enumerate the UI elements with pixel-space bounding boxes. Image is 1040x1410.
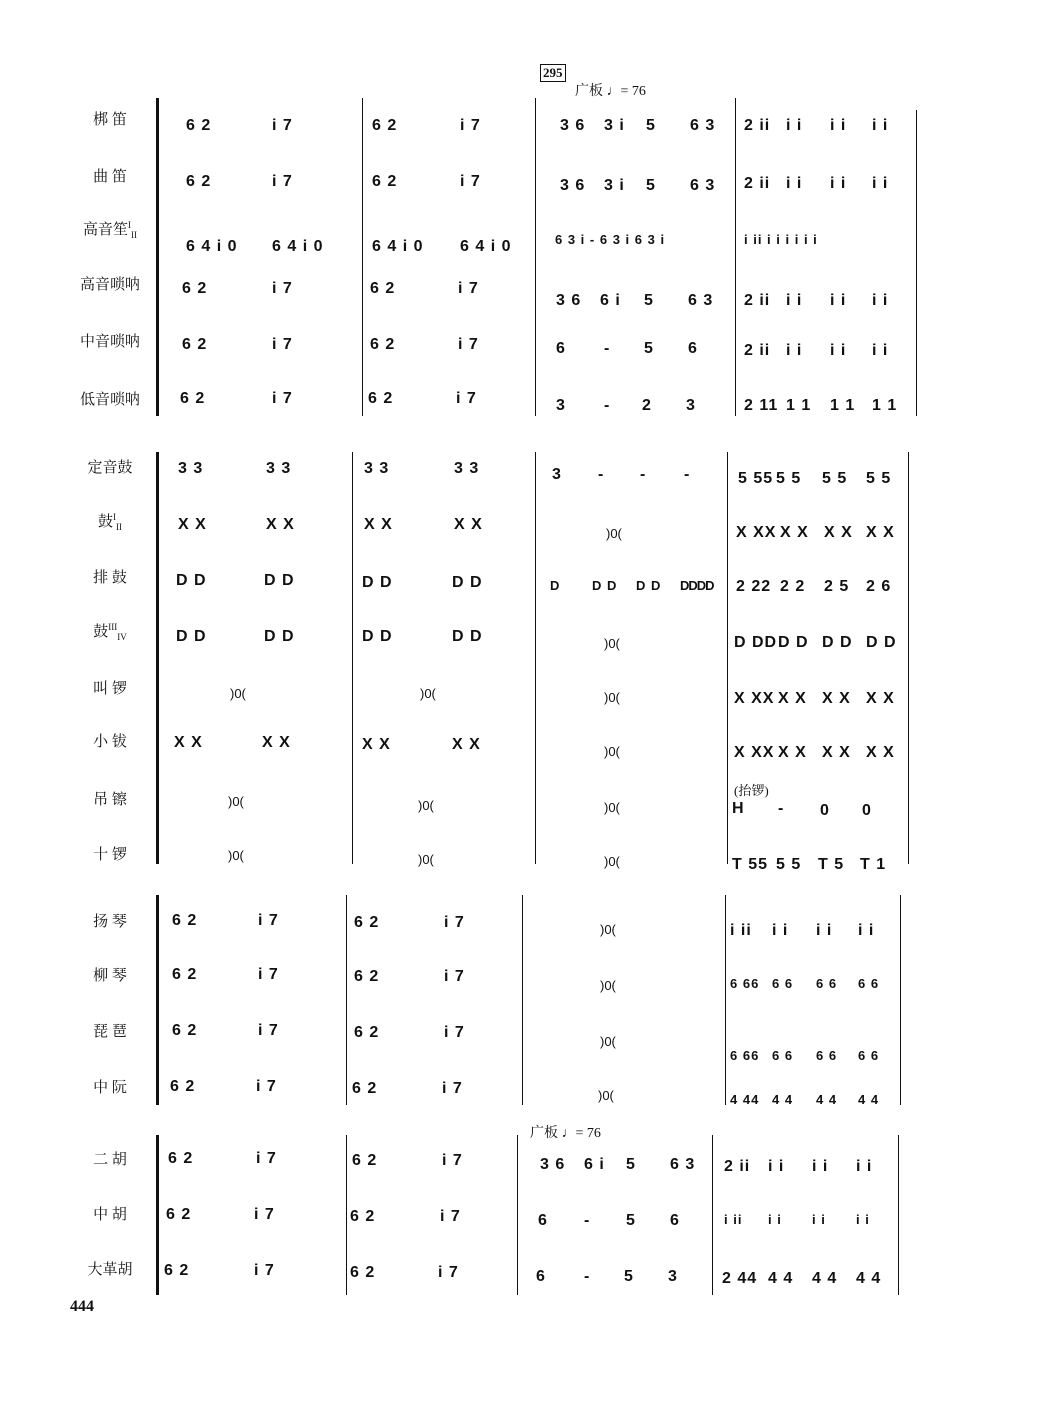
label-dagehu: 大革胡	[87, 1262, 133, 1278]
note-group: i 7	[256, 1150, 277, 1167]
note-group: 3 3	[454, 460, 480, 477]
note-group: 5 55	[738, 470, 774, 487]
note-group: 6 4 i 0	[372, 238, 424, 255]
note-group: X X	[866, 690, 895, 707]
note-group: X X	[174, 734, 203, 751]
note-group: i i	[830, 175, 847, 192]
note-group: i 7	[444, 914, 465, 931]
note-group: 6 2	[172, 966, 198, 983]
note-group: -	[604, 340, 611, 357]
note-group: 6 2	[170, 1078, 196, 1095]
label-zhonghu: 中 胡	[93, 1207, 127, 1223]
note-group: i i	[858, 922, 875, 939]
note-group: i i	[830, 117, 847, 134]
note-group: 3	[556, 397, 566, 414]
note-group: 1 1	[786, 397, 812, 414]
note-group: 3 6	[540, 1156, 566, 1173]
note-group: 6 2	[368, 390, 394, 407]
note-group: 6 2	[172, 912, 198, 929]
note-group: i i	[856, 1158, 873, 1175]
note-group: i i	[812, 1158, 829, 1175]
label-zhongruan: 中 阮	[93, 1080, 127, 1096]
note-group: i i	[812, 1212, 826, 1227]
note-group: i 7	[272, 336, 293, 353]
note-group: 6 3 i - 6 3 i 6 3 i	[555, 232, 666, 247]
note-group: -	[584, 1212, 591, 1229]
note-group: 2 5	[824, 578, 850, 595]
note-group: 6 i	[600, 292, 621, 309]
note-group: D	[550, 578, 561, 593]
note-group: 3 6	[556, 292, 582, 309]
note-group: 6 2	[350, 1208, 376, 1225]
note-group: 6 2	[370, 280, 396, 297]
note-group: 3 3	[178, 460, 204, 477]
note-group: 6 2	[172, 1022, 198, 1039]
note-group: i 7	[438, 1264, 459, 1281]
note-group: 4 4	[858, 1092, 880, 1107]
label-erhu: 二 胡	[93, 1152, 127, 1168]
label-liuqin: 柳 琴	[93, 968, 127, 984]
note-group: D D	[362, 628, 393, 645]
note-group: D D	[778, 634, 809, 651]
note-group: X X	[778, 744, 807, 761]
note-group: -	[778, 800, 785, 817]
note-group: i 7	[272, 280, 293, 297]
barline	[535, 452, 536, 864]
note-group: 1 1	[872, 397, 898, 414]
note-group: i 7	[444, 1024, 465, 1041]
note-group: 4 4	[856, 1270, 882, 1287]
page-number: 444	[70, 1298, 94, 1315]
note-group: 5	[644, 340, 654, 357]
note-group: D D	[636, 578, 662, 593]
dash: -	[640, 466, 647, 483]
note-group: i i	[772, 922, 789, 939]
note-group: i i	[786, 292, 803, 309]
note-group: i ii	[730, 922, 752, 939]
note-group: 6 3	[690, 117, 716, 134]
note-group: X XX	[734, 744, 775, 761]
bar-rest: )0(	[606, 526, 622, 541]
note-group: D D	[362, 574, 393, 591]
note-group: 6 6	[772, 976, 794, 991]
note-group: 6 6	[816, 1048, 838, 1063]
barline	[517, 1135, 518, 1295]
note-group: 5	[646, 177, 656, 194]
bowed-bracket	[156, 1135, 159, 1295]
note-group: 3 3	[266, 460, 292, 477]
note-group: 2 11	[744, 397, 779, 414]
barline	[908, 452, 909, 864]
label-disuona: 低音唢呐	[79, 392, 140, 408]
note-group: 6	[688, 340, 698, 357]
note-group: 2 6	[866, 578, 892, 595]
note-group: 5	[626, 1156, 636, 1173]
note-group: 6 2	[350, 1264, 376, 1281]
note-group: DDDD	[680, 578, 714, 593]
note-group: D D	[452, 628, 483, 645]
note-group: 5 5	[776, 856, 802, 873]
note-group: i i	[872, 175, 889, 192]
note-group: 4 4	[772, 1092, 794, 1107]
note-group: H	[732, 800, 745, 817]
bar-rest: )0(	[600, 978, 616, 993]
note-group: 6 3	[690, 177, 716, 194]
label-gu34: 鼓$^{III}_{IV}$	[93, 622, 127, 642]
bar-rest: )0(	[418, 852, 434, 867]
note-group: i 7	[458, 336, 479, 353]
bar-rest: )0(	[600, 922, 616, 937]
cue-text: (抬锣)	[734, 783, 769, 798]
note-group: i i	[872, 292, 889, 309]
note-group: D DD	[734, 634, 778, 651]
note-group: 6	[670, 1212, 680, 1229]
note-group: i 7	[254, 1262, 275, 1279]
note-group: 2 ii	[744, 117, 771, 134]
note-group: D D	[176, 572, 207, 589]
note-group: D D	[176, 628, 207, 645]
note-group: 4 4	[768, 1270, 794, 1287]
note-group: 6 6	[772, 1048, 794, 1063]
bar-rest: )0(	[604, 636, 620, 651]
note-group: 6	[556, 340, 566, 357]
note-group: i 7	[272, 117, 293, 134]
barline	[916, 110, 917, 416]
note-group: 5 5	[776, 470, 802, 487]
note-group: 3 6	[560, 117, 586, 134]
bar-rest: )0(	[598, 1088, 614, 1103]
note-group: 6 66	[730, 1048, 760, 1063]
note-group: 6 3	[688, 292, 714, 309]
note-group: i 7	[258, 912, 279, 929]
note-group: i 7	[258, 966, 279, 983]
note-group: 6 6	[858, 976, 880, 991]
label-qudi: 曲 笛	[93, 169, 127, 185]
bar-rest: )0(	[604, 800, 620, 815]
note-group: 2 ii	[744, 292, 771, 309]
barline	[522, 895, 523, 1105]
note-group: 5	[644, 292, 654, 309]
bar-rest: )0(	[600, 1034, 616, 1049]
note-group: i i	[830, 342, 847, 359]
note-group: 6	[536, 1268, 546, 1285]
note-group: i 7	[272, 173, 293, 190]
note-group: i i	[786, 117, 803, 134]
label-bangdi: 梆 笛	[93, 112, 127, 128]
note-group: i 7	[460, 173, 481, 190]
note-group: i i	[872, 342, 889, 359]
bar-rest: )0(	[418, 798, 434, 813]
note-group: 6 2	[164, 1262, 190, 1279]
note-group: 6 2	[166, 1206, 192, 1223]
note-group: 6 4 i 0	[186, 238, 238, 255]
label-gaosheng: 高音笙$^I_{II}$	[82, 220, 137, 240]
label-gaosuona: 高音唢呐	[79, 277, 140, 293]
note-group: X X	[362, 736, 391, 753]
note-group: 3 i	[604, 177, 625, 194]
barline	[725, 895, 726, 1105]
note-group: 6 2	[354, 968, 380, 985]
note-group: X X	[822, 690, 851, 707]
note-group: 6 4 i 0	[272, 238, 324, 255]
note-group: 5	[626, 1212, 636, 1229]
note-group: i 7	[256, 1078, 277, 1095]
note-group: X X	[178, 516, 207, 533]
note-group: T 5	[818, 856, 845, 873]
note-group: i 7	[440, 1208, 461, 1225]
note-group: X X	[262, 734, 291, 751]
note-group: 2 22	[736, 578, 772, 595]
note-group: X X	[364, 516, 393, 533]
barline	[535, 98, 536, 416]
note-group: i i	[768, 1158, 785, 1175]
note-group: 6 2	[372, 117, 398, 134]
note-group: 4 4	[812, 1270, 838, 1287]
note-group: X X	[866, 744, 895, 761]
note-group: i 7	[272, 390, 293, 407]
note-group: X X	[824, 524, 853, 541]
note-group: 2 44	[722, 1270, 758, 1287]
bar-rest: )0(	[604, 744, 620, 759]
plucked-bracket	[156, 895, 159, 1105]
note-group: X X	[822, 744, 851, 761]
note-group: i 7	[442, 1080, 463, 1097]
barline	[352, 452, 353, 864]
note-group: 2 ii	[724, 1158, 751, 1175]
note-group: i 7	[254, 1206, 275, 1223]
label-jiaoluo: 叫 锣	[93, 681, 127, 697]
tempo-marking-lower: 广板 ♩= 76	[530, 1126, 601, 1141]
note-group: i i	[768, 1212, 782, 1227]
note-group: X XX	[736, 524, 777, 541]
note-group: X X	[778, 690, 807, 707]
note-group: i 7	[442, 1152, 463, 1169]
label-diaocha: 吊 镲	[93, 792, 127, 808]
note-group: 5 5	[822, 470, 848, 487]
note-group: 4 44	[730, 1092, 760, 1107]
bar-rest: )0(	[228, 794, 244, 809]
note-group: 6 2	[354, 1024, 380, 1041]
note-group: 6 2	[352, 1152, 378, 1169]
barline	[735, 98, 736, 416]
note-group: i 7	[458, 280, 479, 297]
note-group: 6 2	[370, 336, 396, 353]
note-group: 6 3	[670, 1156, 696, 1173]
note-group: 5	[646, 117, 656, 134]
note-group: 5	[624, 1268, 634, 1285]
note-group: 3 i	[604, 117, 625, 134]
label-gu12: 鼓$^I_{II}$	[97, 512, 122, 532]
bar-rest: )0(	[420, 686, 436, 701]
note-group: 1 1	[830, 397, 856, 414]
note-group: i 7	[460, 117, 481, 134]
note-group: 2 ii	[744, 342, 771, 359]
label-xiaobo: 小 钹	[93, 734, 127, 750]
note-group: i ii i i i i i i	[744, 232, 818, 247]
barline	[898, 1135, 899, 1295]
note-group: 2 2	[780, 578, 806, 595]
note-group: D D	[452, 574, 483, 591]
note-group: i i	[872, 117, 889, 134]
bar-rest: )0(	[230, 686, 246, 701]
note-group: 6	[538, 1212, 548, 1229]
bar-rest: )0(	[604, 854, 620, 869]
note-group: T 1	[860, 856, 887, 873]
barline	[362, 98, 363, 416]
note-group: 3	[668, 1268, 678, 1285]
note-group: 2 ii	[744, 175, 771, 192]
note-group: i i	[816, 922, 833, 939]
note-group: 6 2	[182, 336, 208, 353]
bar-rest: )0(	[604, 690, 620, 705]
note-group: 5 5	[866, 470, 892, 487]
note-group: -	[584, 1268, 591, 1285]
note-group: X X	[780, 524, 809, 541]
tempo-marking-top: 广板 ♩= 76	[575, 84, 646, 99]
label-shiluo: 十 锣	[93, 847, 127, 863]
note-group: 3 6	[560, 177, 586, 194]
note-group: i 7	[258, 1022, 279, 1039]
note-group: 6 2	[182, 280, 208, 297]
note-group: 6 2	[180, 390, 206, 407]
label-yangqin: 扬 琴	[93, 914, 127, 930]
barline	[346, 895, 347, 1105]
note-group: 3 3	[364, 460, 390, 477]
note-group: i ii	[724, 1212, 743, 1227]
label-zhongsuona: 中音唢呐	[79, 334, 140, 350]
note-group: T 55	[732, 856, 769, 873]
note-group: 6 6	[858, 1048, 880, 1063]
note-group: i i	[786, 342, 803, 359]
note-group: D D	[822, 634, 853, 651]
note-group: 6 66	[730, 976, 760, 991]
note-group: D D	[592, 578, 618, 593]
barline	[712, 1135, 713, 1295]
note-group: 6 i	[584, 1156, 605, 1173]
note-group: 0	[820, 802, 830, 819]
barline	[727, 452, 728, 864]
winds-bracket	[156, 98, 159, 416]
dash: -	[684, 466, 691, 483]
note-group: 6 2	[168, 1150, 194, 1167]
rehearsal-mark: 295	[540, 64, 566, 82]
note-group: 6 2	[352, 1080, 378, 1097]
note-group: i 7	[456, 390, 477, 407]
note-group: D D	[264, 572, 295, 589]
note-group: 2	[642, 397, 652, 414]
note-group: 6 4 i 0	[460, 238, 512, 255]
note-group: X X	[452, 736, 481, 753]
dash: -	[598, 466, 605, 483]
note-group: i i	[856, 1212, 870, 1227]
note-group: 6 2	[372, 173, 398, 190]
note-group: 3	[552, 466, 562, 483]
note-group: 4 4	[816, 1092, 838, 1107]
note-group: X X	[454, 516, 483, 533]
note-group: D D	[264, 628, 295, 645]
note-group: i i	[830, 292, 847, 309]
label-pipa: 琵 琶	[93, 1024, 127, 1040]
note-group: 6 2	[354, 914, 380, 931]
barline	[900, 895, 901, 1105]
note-group: 3	[686, 397, 696, 414]
note-group: i 7	[444, 968, 465, 985]
note-group: X XX	[734, 690, 775, 707]
note-group: D D	[866, 634, 897, 651]
note-group: 0	[862, 802, 872, 819]
bar-rest: )0(	[228, 848, 244, 863]
label-dingyingu: 定音鼓	[87, 460, 133, 476]
note-group: 6 2	[186, 173, 212, 190]
barline	[346, 1135, 347, 1295]
note-group: 6 6	[816, 976, 838, 991]
note-group: X X	[266, 516, 295, 533]
label-paigu: 排 鼓	[93, 570, 127, 586]
note-group: i i	[786, 175, 803, 192]
note-group: X X	[866, 524, 895, 541]
percussion-bracket	[156, 452, 159, 864]
note-group: -	[604, 397, 611, 414]
note-group: 6 2	[186, 117, 212, 134]
